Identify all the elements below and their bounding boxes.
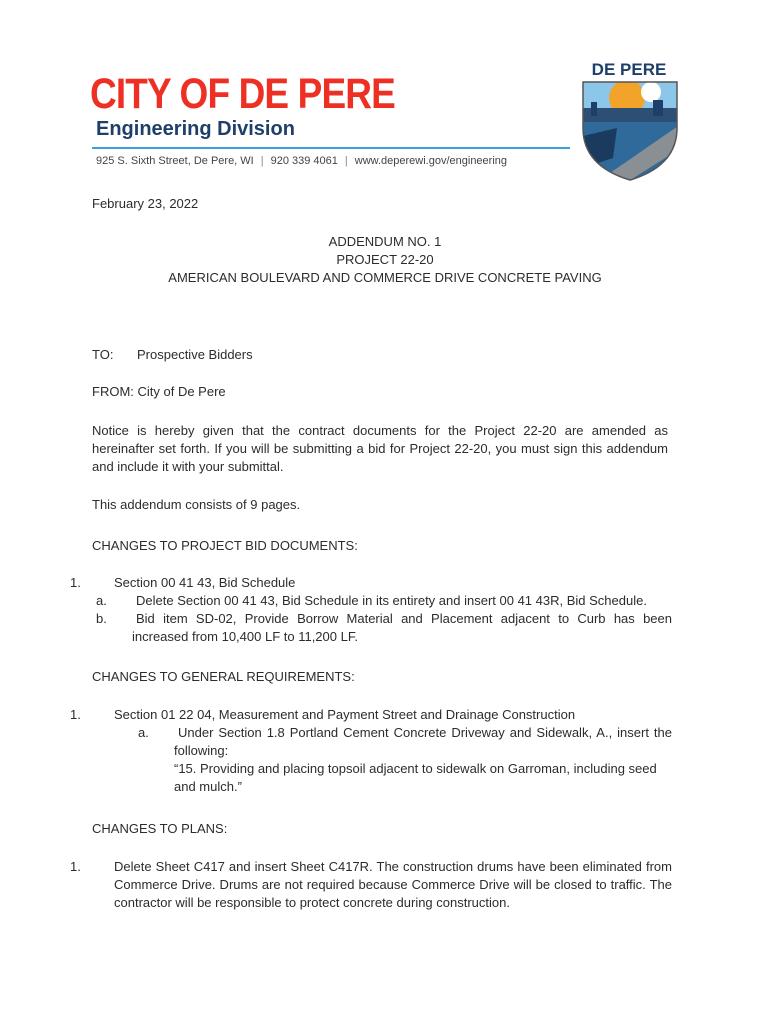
list-item: 1. Delete Sheet C417 and insert Sheet C417R. The construction drums have been eliminated from Commerce Drive. Drums are not required because Commerce Drive will be closed to traffic. The contractor will be responsible to protect concrete during construction. [70, 859, 672, 910]
general-requirements-list [70, 706, 672, 796]
website-link[interactable]: www.deperewi.gov/engineering [354, 155, 508, 167]
address: 925 S. Sixth Street, De Pere, WI [96, 155, 254, 167]
phone: 920 339 4061 [270, 155, 338, 167]
list-subitem: b. Bid item SD-02, Provide Borrow Material and Placement adjacent to Curb has been increased from 10,400 LF to 11,200 LF. [96, 611, 672, 644]
from-line: FROM: City of De Pere [92, 384, 226, 399]
list-item: 1. Section 00 41 43, Bid Schedule [70, 575, 296, 590]
city-logo [577, 58, 681, 182]
bid-documents-list [70, 574, 672, 646]
contact-line: 925 S. Sixth Street, De Pere, WI | 920 339 4061 | www.deperewi.gov/engineering [96, 155, 508, 167]
notice-paragraph: Notice is hereby given that the contract documents for the Project 22-20 are amended as hereinafter set forth. If you will be submitting a bid for Project 22-20, you must sign this addendum and include it with your submittal. [92, 423, 668, 474]
general-requirements-heading: CHANGES TO GENERAL REQUIREMENTS: [92, 669, 355, 684]
list-subitem: a. Delete Section 00 41 43, Bid Schedule in its entirety and insert 00 41 43R, Bid Schedule. [96, 593, 647, 608]
city-title: CITY OF DE PERE [90, 70, 395, 118]
to-label: TO: [92, 347, 114, 362]
division-name: Engineering Division [96, 118, 295, 140]
list-item: 1. Section 01 22 04, Measurement and Payment Street and Drainage Construction [70, 707, 576, 722]
plans-list [70, 858, 672, 912]
page-count-note: This addendum consists of 9 pages. [92, 497, 301, 512]
document-date: February 23, 2022 [92, 196, 199, 211]
project-number: PROJECT 22-20 [336, 252, 434, 267]
bid-documents-heading: CHANGES TO PROJECT BID DOCUMENTS: [92, 538, 358, 553]
header-rule [92, 147, 570, 149]
inserted-quote: “15. Providing and placing topsoil adjacent to sidewalk on Garroman, including seed and mulch.” [174, 761, 657, 794]
logo-text: DE PERE [591, 60, 667, 79]
addendum-number: ADDENDUM NO. 1 [328, 234, 442, 249]
project-name: AMERICAN BOULEVARD AND COMMERCE DRIVE CONCRETE PAVING [168, 270, 602, 285]
plans-heading: CHANGES TO PLANS: [92, 821, 228, 836]
to-value: Prospective Bidders [137, 347, 253, 362]
to-line [92, 346, 253, 364]
list-subitem: a. Under Section 1.8 Portland Cement Concrete Driveway and Sidewalk, A., insert the following: [138, 725, 672, 758]
